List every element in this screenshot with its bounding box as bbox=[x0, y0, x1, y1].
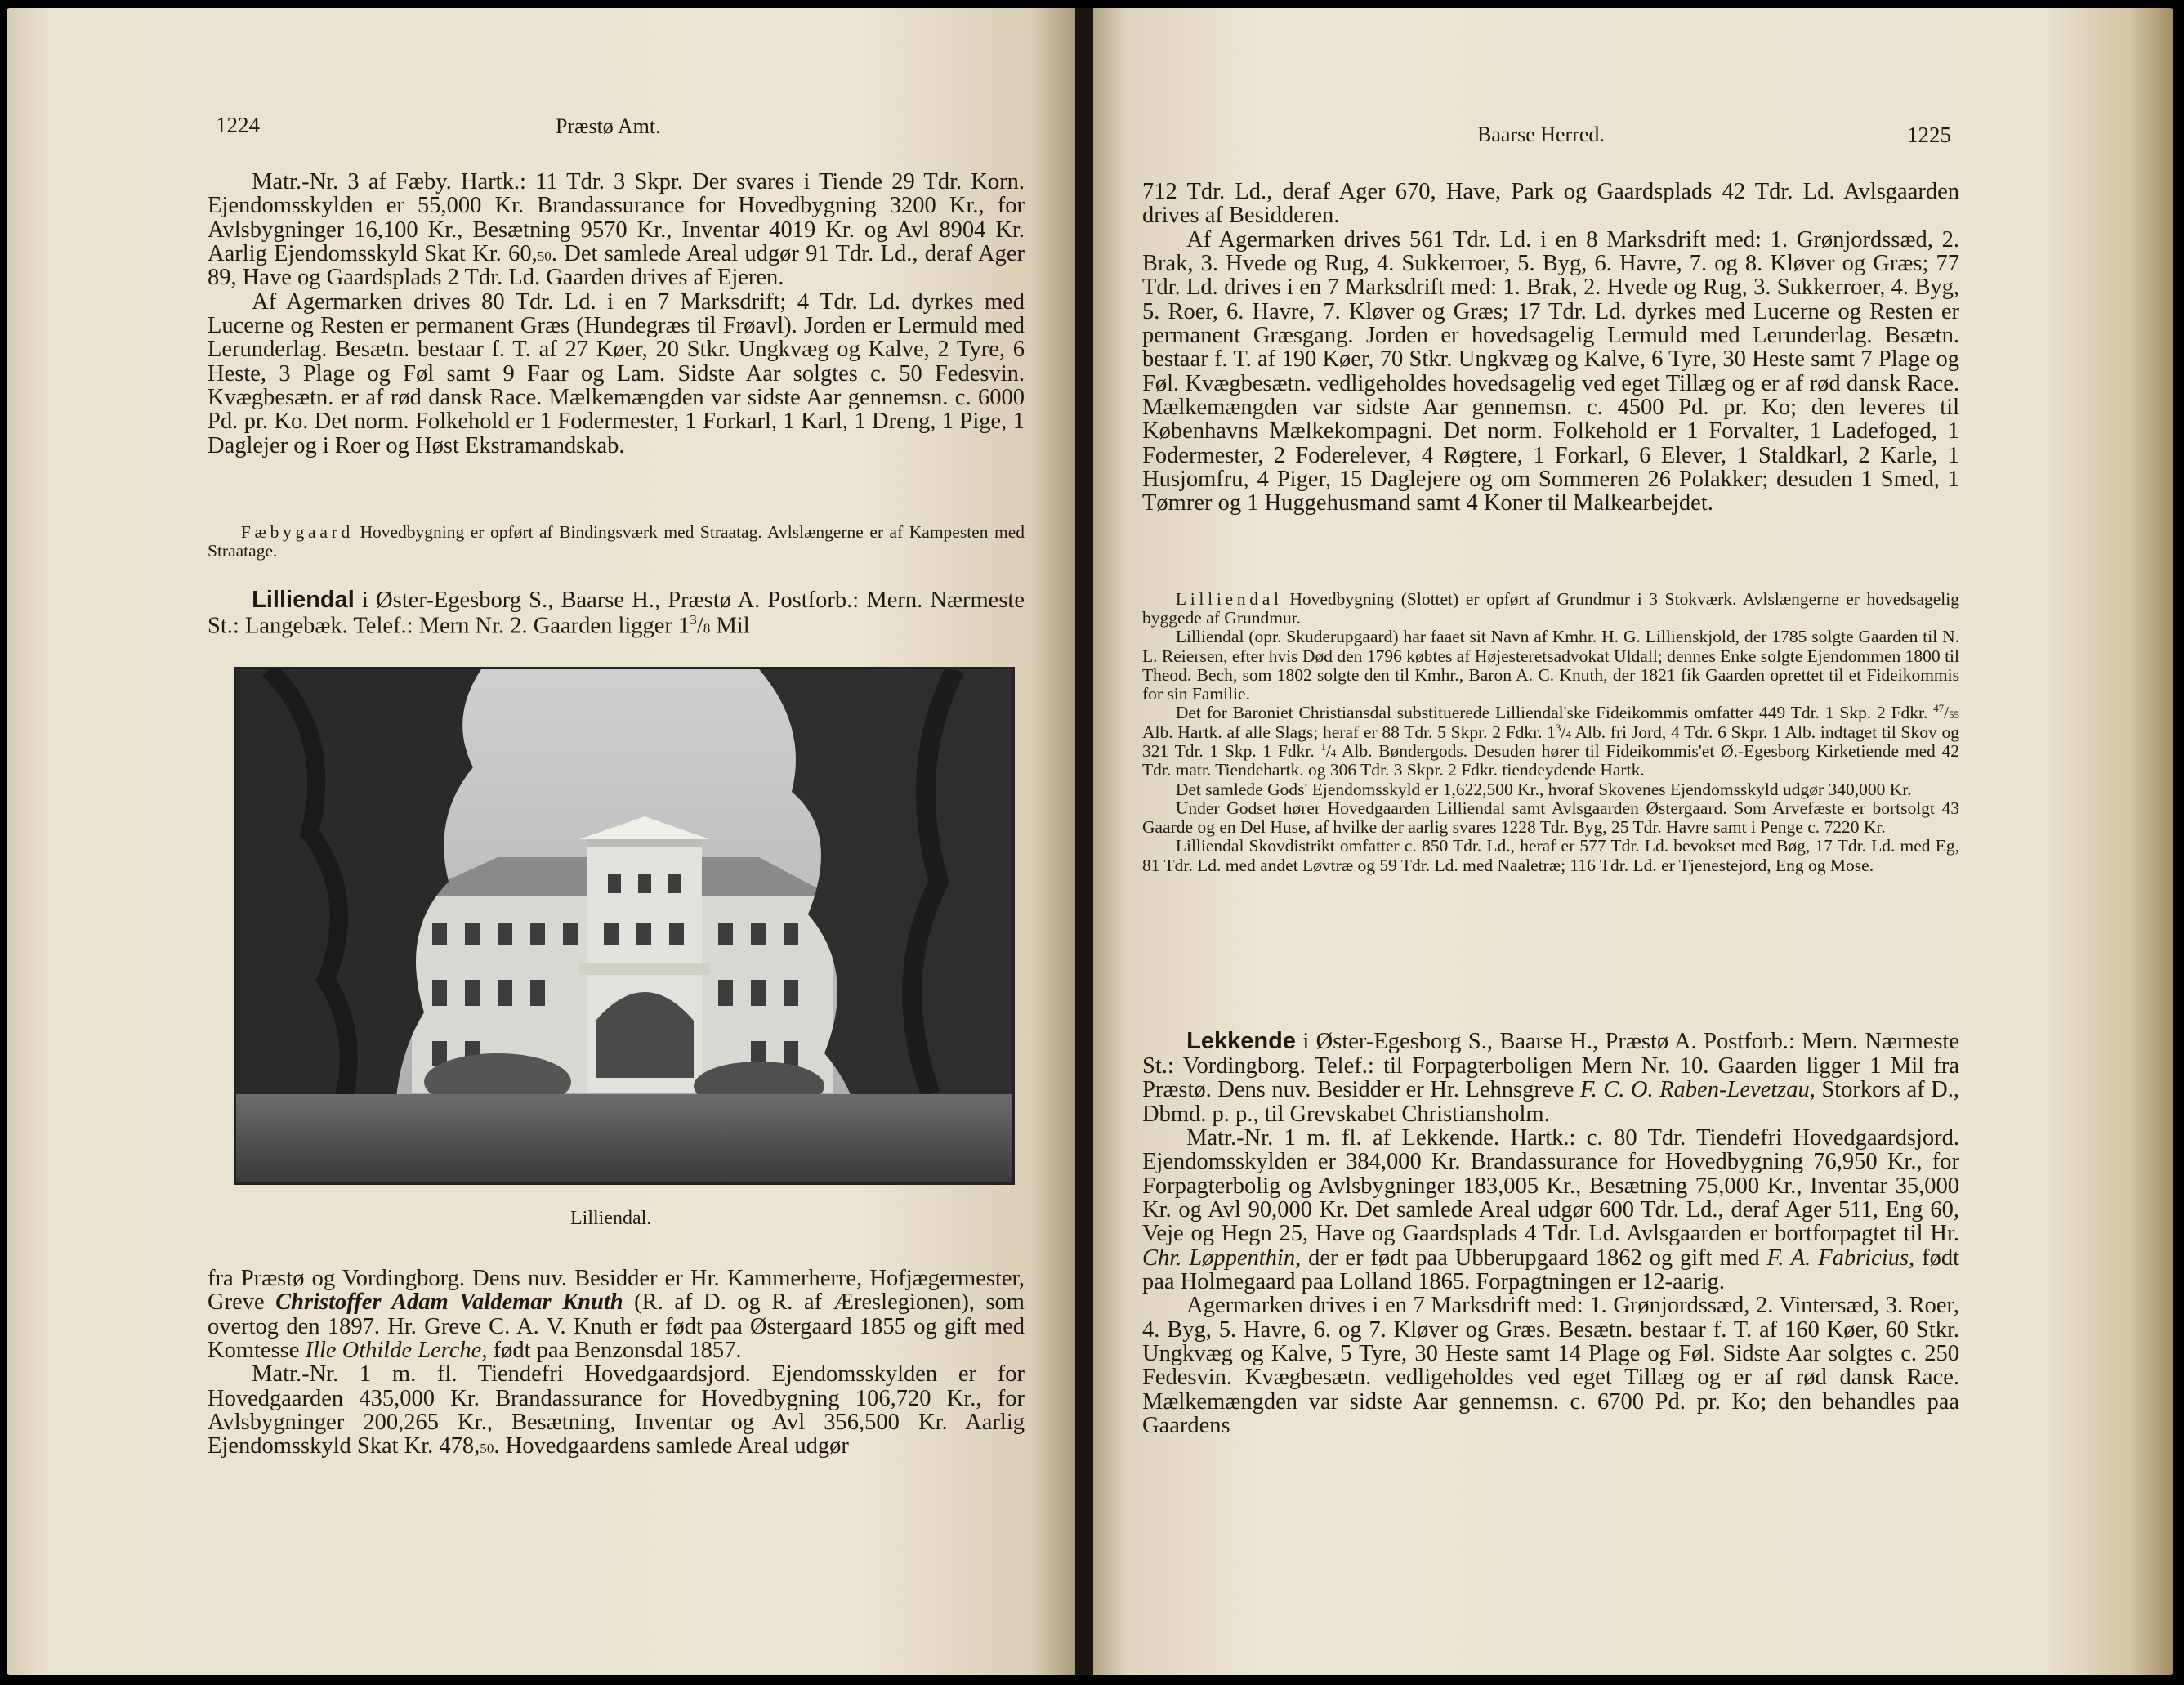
left-page bbox=[7, 8, 1075, 1675]
right-running-head: Baarse Herred. bbox=[1477, 123, 1605, 146]
lilliendal-entry: Lilliendal i Øster-Egesborg S., Baarse H., Præstø A. Postforb.: Mern. Nærmeste St.: Langebæk. Telef.: Mern Nr. 2. Gaarden ligger $1^3/8$ Mil bbox=[208, 587, 1025, 639]
right-top-text: 712 Tdr. Ld., deraf Ager 670, Have, Park og Gaardsplads 42 Tdr. Ld. Avlsgaarden drives af Besidderen. Af Agermarken drives 561 Tdr. Ld. i en 8 Marksdrift med: 1. Grønjordssæd, 2. Brak, 3. Hvede og Rug, 4. Sukkerroer, 5. Byg, 6. Havre, 7. og 8. Kløver og Græs; 77 Tdr. Ld. drives i en 7 Marksdrift med: 1. Brak, 2. Hvede og Rug, 3. Sukkerroer, 4. Byg, 5. Roer, 6. Havre, 7. Kløver og Græs; 17 Tdr. Ld. dyrkes med Lucerne og Resten er permanent Græsgang. Jorden er hovedsagelig Lermuld med Lerunderlag. Besætn. bestaar f. T. af 190 Køer, 70 Stkr. Ungkvæg og Kalve, 6 Tyre, 30 Heste samt 7 Plage og Føl. Kvægbesætn. vedligeholdes hovedsagelig ved eget Tillæg og er af rød dansk Race. Mælkemængden var sidste Aar gennemsn. c. 4500 Pd. pr. Ko; den leveres til Københavns Mælkekompagni. Det norm. Folkehold er 1 Forvalter, 1 Ladefoged, 1 Fodermester, 2 Foderelever, 4 Røgtere, 1 Forkarl, 6 Elever, 1 Staldkarl, 2 Karle, 1 Husjomfru, 4 Piger, 15 Daglejere og om Sommeren 26 Polakker; desuden 1 Smed, 1 Tømrer og 1 Huggehusmand samt 4 Koner til Malkearbejdet. bbox=[1142, 179, 1959, 516]
left-note: Fæbygaard Hovedbygning er opført af Bindingsværk med Straatag. Avlslængerne er af Kampesten med Straatage. bbox=[208, 522, 1025, 561]
lekkende-entry: Lekkende i Øster-Egesborg S., Baarse H., Præstø A. Postforb.: Mern. Nærmeste St.: Vordingborg. Telef.: til Forpagterboligen Mern Nr. 10. Gaarden ligger 1 Mil fra Præstø. Dens nuv. Besidder er Hr. Lehnsgreve F. C. O. Raben-Levetzau, Storkors af D., Dbmd. p. p., til Grevskabet Christiansholm. Matr.-Nr. 1 m. fl. af Lekkende. Hartk.: c. 80 Tdr. Tiendefri Hovedgaardsjord. Ejendomsskylden er 384,000 Kr. Brandassurance for Hovedbygning 76,950 Kr., for Forpagterbolig og Avlsbygninger 183,005 Kr., Besætning 75,000 Kr., Inventar 35,000 Kr. og Avl 90,000 Kr. Det samlede Areal udgør 600 Tdr. Ld., deraf Ager 511, Eng 60, Veje og Hegn 25, Have og Gaardsplads 4 Tdr. Ld. Avlsgaarden er bortforpagtet til Hr. Chr. Løppenthin, der er født paa Ubberupgaard 1862 og gift med F. A. Fabricius, født paa Holmegaard paa Lolland 1865. Forpagtningen er 12-aarig. Agermarken drives i en 7 Marksdrift med: 1. Grønjordssæd, 2. Vintersæd, 3. Roer, 4. Byg, 5. Havre, 6. og 7. Kløver og Græs. Besætn. bestaar f. T. af 160 Køer, 60 Stkr. Ungkvæg og Kalve, 5 Tyre, 30 Heste samt 14 Plage og Føl. Sidste Aar solgtes c. 250 Fedesvin. Kvægbesætn. vedligeholdes ved eget Tillæg og er af rød dansk Race. Mælkemængden var sidste Aar gennemsn. c. 6700 Pd. pr. Ko; den behandles paa Gaardens bbox=[1142, 1028, 1959, 1439]
lilliendal-notes: Lilliendal Hovedbygning (Slottet) er opført af Grundmur i 3 Stokværk. Avlslængerne er hovedsagelig byggede af Grundmur. Lilliendal (opr. Skuderupgaard) har faaet sit Navn af Kmhr. H. G. Lillienskjold, der 1785 solgte Gaarden til N. L. Reiersen, efter hvis Død den 1796 købtes af Højesteretsadvokat Uldall; dennes Enke solgte Ejendommen 1800 til Theod. Bech, som 1802 solgte den til Kmhr., Baron A. C. Knuth, der 1821 fik Gaarden oprettet til et Fideikommis for sin Familie. Det for Baroniet Christiansdal substituerede Lilliendal'ske Fideikommis omfatter 449 Tdr. 1 Skp. 2 Fdkr. $^{47}$/55 Alb. Hartk. af alle Slags; heraf er 88 Tdr. 5 Skpr. 2 Fdkr. $1^3/4$ Alb. fri Jord, 4 Tdr. 6 Skpr. 1 Alb. indtaget til Skov og 321 Tdr. 1 Skp. 1 Fdkr. $^1$/4 Alb. Bøndergods. Desuden hører til Fideikommis'et Ø.-Egesborg Kirketiende med 42 Tdr. matr. Tiendehartk. og 306 Tdr. 3 Skpr. 2 Fdkr. tiendeydende Hartk. Det samlede Gods' Ejendomsskyld er 1,622,500 Kr., hvoraf Skovenes Ejendomsskyld udgør 340,000 Kr. Under Godset hører Hovedgaarden Lilliendal samt Avlsgaarden Østergaard. Som Arvefæste er bortsolgt 43 Gaarde og en Del Huse, af hvilke der aarlig svares 1228 Tdr. Byg, 25 Tdr. Havre samt i Penge c. 7220 Kr. Lilliendal Skovdistrikt omfatter c. 850 Tdr. Ld., heraf er 577 Tdr. Ld. bevokset med Bøg, 17 Tdr. Ld. med Eg, 81 Tdr. Ld. med andet Løvtræ og 59 Tdr. Ld. med Naaletræ; 116 Tdr. Ld. er Tjenestejord, Eng og Mose. bbox=[1142, 589, 1959, 875]
right-page bbox=[1093, 8, 2173, 1675]
left-top-text bbox=[208, 170, 1025, 458]
right-page-number: 1225 bbox=[1907, 123, 1951, 147]
entry-heading: Lilliendal bbox=[252, 587, 355, 613]
photo-caption: Lilliendal. bbox=[570, 1208, 652, 1229]
left-running-head: Præstø Amt. bbox=[556, 114, 661, 138]
left-page-number: 1224 bbox=[216, 113, 260, 137]
lilliendal-continued: fra Præstø og Vordingborg. Dens nuv. Besidder er Hr. Kammerherre, Hofjægermester, Greve Christoffer Adam Valdemar Knuth (R. af D. og R. af Æreslegionen), som overtog den 1897. Hr. Greve C. A. V. Knuth er født paa Østergaard 1855 og gift med Komtesse Ille Othilde Lerche, født paa Benzonsdal 1857. Matr.-Nr. 1 m. fl. Tiendefri Hovedgaardsjord. Ejendomsskylden er for Hovedgaarden 435,000 Kr. Brandassurance for Hovedbygning 106,720 Kr., for Avlsbygninger 200,265 Kr., Besætning, Inventar og Avl 356,500 Kr. Aarlig Ejendomsskyld Skat Kr. 478,50. Hovedgaardens samlede Areal udgør bbox=[208, 1266, 1025, 1459]
paragraph: Matr.-Nr. 3 af Fæby. Hartk.: 11 Tdr. 3 Skpr. Der svares i Tiende 29 Tdr. Korn. Ejendomsskylden er 55,000 Kr. Brandassurance for Hovedbygning 3200 Kr., for Avlsbygninger 16,100 Kr., Besætning 9570 Kr., Inventar 4019 Kr. og Avl 8904 Kr. Aarlig Ejendomsskyld Skat Kr. 60,50. Det samlede Areal udgør 91 Tdr. Ld., deraf Ager 89, Have og Gaardsplads 2 Tdr. Ld. Gaarden drives af Ejeren. bbox=[208, 169, 1025, 291]
paragraph: Af Agermarken drives 80 Tdr. Ld. i en 7 Marksdrift; 4 Tdr. Ld. dyrkes med Lucerne og Resten er permanent Græs (Hundegræs til Frøavl). Jorden er Lermuld med Lerunderlag. Besætn. bestaar f. T. af 27 Køer, 20 Stkr. Ungkvæg og Kalve, 2 Tyre, 6 Heste, 3 Plage og Føl samt 9 Faar og Lam. Sidste Aar solgtes c. 50 Fedesvin. Kvægbesætn. er af rød dansk Race. Mælkemængden var sidste Aar gennemsn. c. 6000 Pd. pr. Ko. Det norm. Folkehold er 1 Fodermester, 1 Forkarl, 1 Karl, 1 Dreng, 1 Pige, 1 Daglejer og i Roer og Høst Ekstramandskab. bbox=[208, 288, 1025, 458]
entry-heading: Lekkende bbox=[1186, 1028, 1296, 1054]
lilliendal-photo bbox=[234, 667, 1015, 1185]
book-gutter bbox=[1075, 8, 1093, 1675]
